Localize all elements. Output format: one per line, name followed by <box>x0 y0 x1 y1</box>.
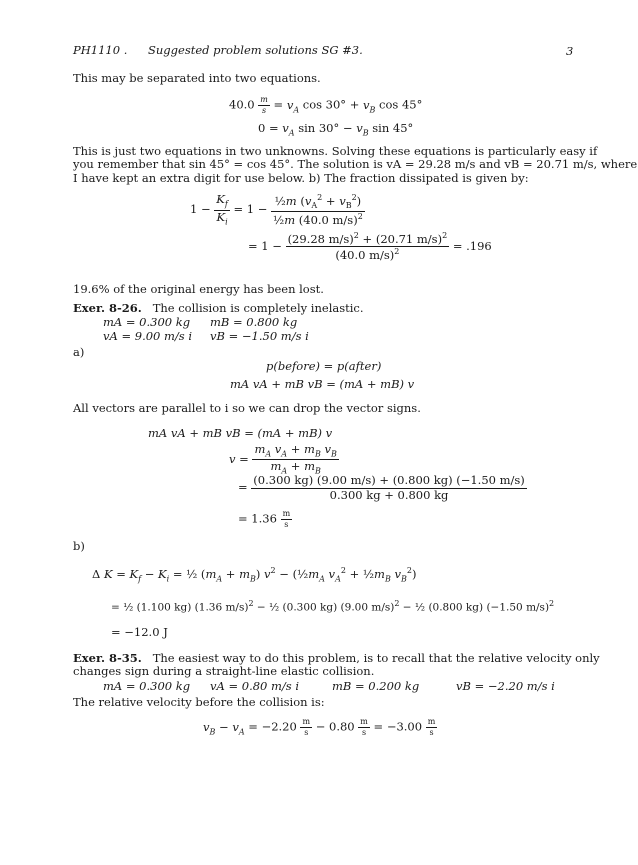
momentum-equation: mA vA + mB vB = (mA + mB) v <box>230 377 415 391</box>
equation-1: 40.0 $\frac{m}{s}$ = $v_A$ $\cos 30^\circ + v_B$ cos 45° <box>229 95 423 115</box>
relative-velocity-intro: The relative velocity before the collision is: <box>73 695 325 709</box>
kinetic-energy-numeric: = ½ (1.100 kg) (1.36 m/s)$^2$ − ½ (0.300 kg) (9.00 m/s)$^2$ − ½ (0.800 kg) (−1.50 m/s)$^2$ <box>111 599 555 614</box>
page-number: 3 <box>566 44 574 58</box>
equation-2: $0 = v_A$ $\sin 30^\circ - v_B$ sin 45° <box>258 121 414 138</box>
velocity-result: = 1.36 $\frac{m}{s}$ <box>238 509 291 529</box>
exercise-8-26-heading: Exer. 8-26. The collision is completely inelastic. <box>73 301 364 315</box>
paragraph-line-1: This is just two equations in two unknowns. Solving these equations is particularly easy if <box>73 144 598 158</box>
mass-a: mA = 0.300 kg <box>103 315 191 329</box>
kinetic-energy-change: Δ $K = K_f - K_i$ = ½ $(m_A + m_B) v^2$ − ($\frac{1}{2}m_A$ $v_A^2$ + $\frac{1}{2}m_B$ $v_B^2$) <box>92 566 417 584</box>
energy-lost-line: 19.6% of the original energy has been lost. <box>73 282 324 296</box>
kinetic-energy-result: = −12.0 J <box>111 625 168 639</box>
paragraph-line-3: I have kept an extra digit for use below. b) The fraction dissipated is given by: <box>73 171 529 185</box>
paragraph-line-2: you remember that sin 45° = cos 45°. The solution is vA = 29.28 m/s and vB = 20.71 m/s, where <box>73 157 638 171</box>
exercise-8-35-heading: Exer. 8-35. The easiest way to do this problem, is to recall that the relative velocity only <box>73 651 600 665</box>
velocity-a-835: vA = 0.80 m/s i <box>210 679 300 693</box>
velocity-a: vA = 9.00 m/s i <box>103 329 193 343</box>
velocity-b-835: vB = −2.20 m/s i <box>456 679 555 693</box>
mass-b: mB = 0.800 kg <box>210 315 298 329</box>
exercise-8-35-text: changes sign during a straight-line elastic collision. <box>73 664 375 678</box>
velocity-b: vB = −1.50 m/s i <box>210 329 309 343</box>
velocity-formula: v = $\frac{m_A v_A + m_B v_B}{m_A + m_B}$ <box>229 442 337 476</box>
scalar-momentum: mA vA + mB vB = (mA + mB) v <box>148 426 333 440</box>
part-a-label: a) <box>73 345 85 359</box>
mass-b-835: mB = 0.200 kg <box>332 679 420 693</box>
header-title: Suggested problem solutions SG #3. <box>148 43 363 57</box>
relative-velocity-equation: $v_B - v_A = -2.20$ $\frac{m}{s}$ − 0.80 $\frac{m}{s}$ = −3.00 $\frac{m}{s}$ <box>203 717 436 737</box>
velocity-numeric: = $\frac{(0.300 kg) (9.00 m/s) + (0.800 kg) (-1.50 m/s)}{0.300 kg + 0.800 kg}$ <box>238 473 525 502</box>
momentum-conservation: p(before) = p(after) <box>266 359 382 373</box>
header-left: PH1110 . <box>73 43 128 57</box>
intro-line: This may be separated into two equations. <box>73 71 321 85</box>
fraction-equation-2: = 1 − $\frac{(29.28 m/s)^2 + (20.71 m/s)^2}{(40.0 m/s)^2}$ = .196 <box>248 231 492 263</box>
mass-a-835: mA = 0.300 kg <box>103 679 191 693</box>
part-b-label: b) <box>73 539 85 553</box>
parallel-vectors-line: All vectors are parallel to i so we can drop the vector signs. <box>73 401 421 415</box>
fraction-equation-1: 1 − $\frac{K_f}{K_i}$ = 1 − $\frac{\frac{1}{2}m (v_A^2 + v_B^2)}{\frac{1}{2}m (40.0 m/s)^2}$ <box>190 192 363 227</box>
